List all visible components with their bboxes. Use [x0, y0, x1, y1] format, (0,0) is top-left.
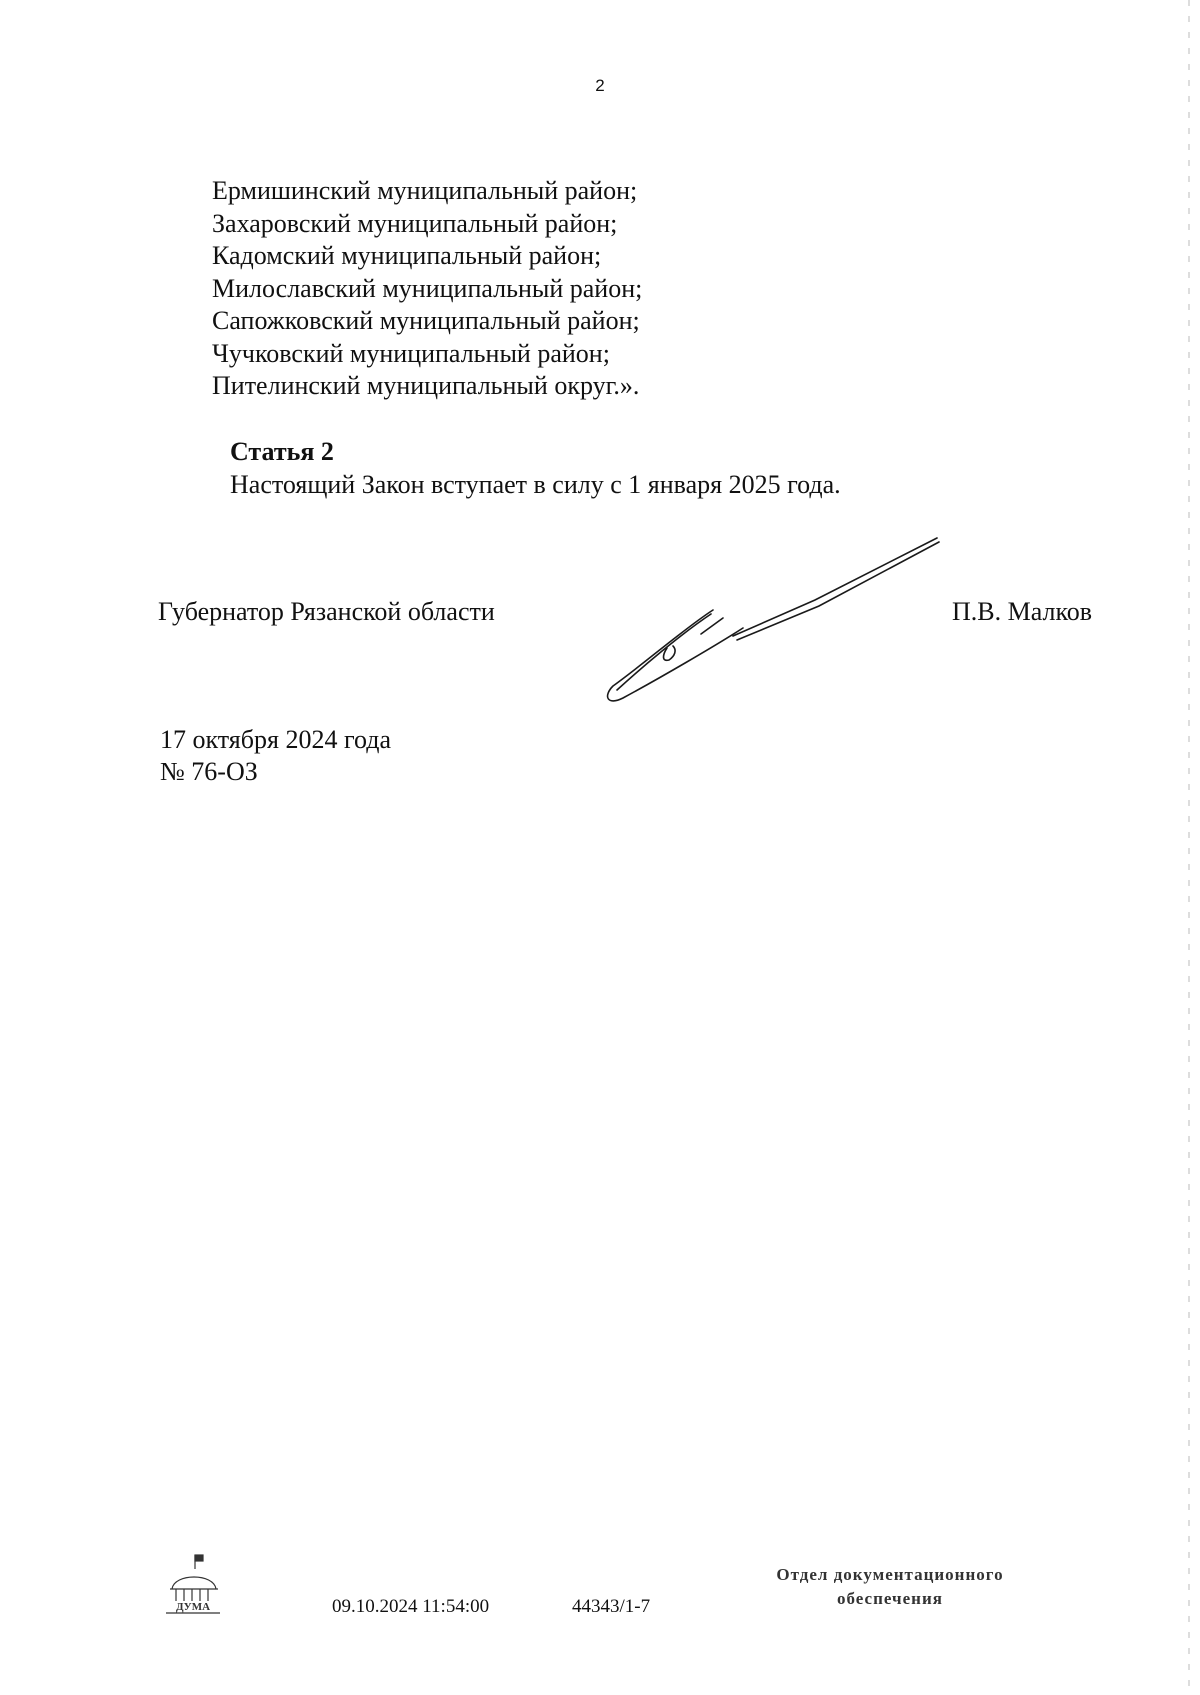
law-number: № 76-ОЗ — [160, 757, 258, 786]
list-item: Милославский муниципальный район; — [212, 273, 643, 303]
law-date: 17 октября 2024 года — [160, 725, 391, 754]
district-list — [212, 175, 642, 403]
duma-building-icon — [162, 1553, 224, 1617]
handwritten-signature — [605, 528, 945, 708]
list-item: Чучковский муниципальный район; — [212, 338, 610, 368]
page-number: 2 — [595, 76, 605, 95]
list-item: Кадомский муниципальный район; — [212, 241, 602, 270]
article-heading: Статья 2 — [230, 437, 334, 466]
registration-datetime: 09.10.2024 11:54:00 — [332, 1596, 490, 1617]
registration-number: 44343/1-7 — [572, 1596, 651, 1617]
signatory-name: П.В. Малков — [952, 597, 1093, 626]
department-stamp-line2: обеспечения — [837, 1589, 943, 1608]
list-item: Захаровский муниципальный район; — [212, 208, 618, 238]
list-item: Сапожковский муниципальный район; — [212, 306, 640, 335]
scan-edge-marks — [1188, 0, 1190, 1695]
signatory-title: Губернатор Рязанской области — [158, 597, 495, 626]
list-item: Пителинский муниципальный округ.». — [212, 371, 640, 400]
logo-text: ДУМА — [175, 1601, 211, 1613]
department-stamp — [740, 1563, 1040, 1611]
article-text: Настоящий Закон вступает в силу с 1 января 2025 года. — [230, 470, 841, 499]
department-stamp-line1: Отдел документационного — [776, 1565, 1004, 1584]
list-item: Ермишинский муниципальный район; — [212, 176, 638, 205]
